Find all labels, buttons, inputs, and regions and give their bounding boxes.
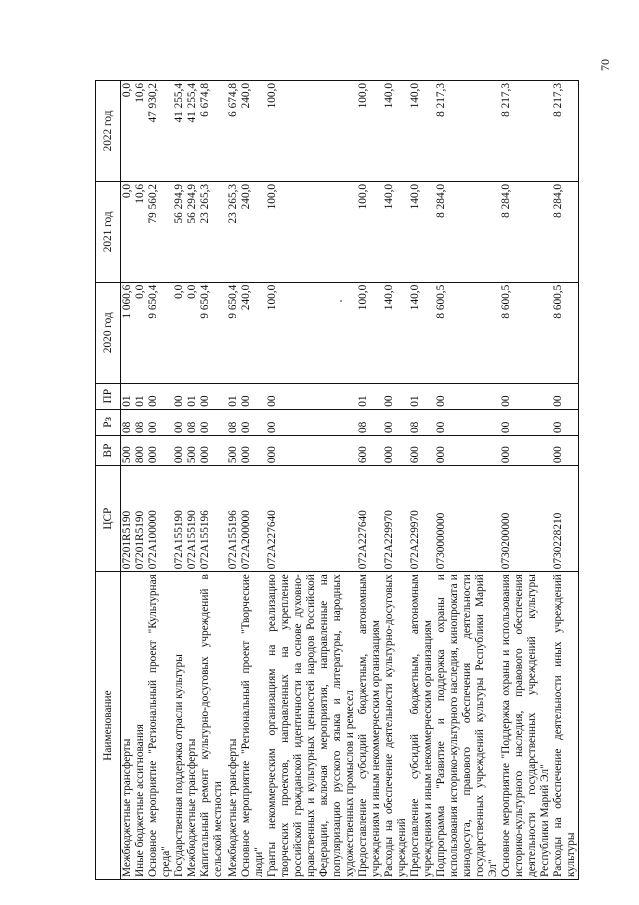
row-vr: 000: [147, 435, 173, 465]
row-2021: 100,0: [357, 181, 383, 282]
table-row: [552, 81, 579, 880]
row-2021: 140,0: [409, 181, 435, 282]
row-2021: 23 265,3: [199, 181, 225, 282]
row-name: Расходы на обеспечение деятельности иных учреждений культуры: [552, 572, 579, 880]
row-pr: 00: [147, 383, 173, 409]
row-pr: 00: [552, 383, 579, 409]
row-name: Межбюджетные трансферты: [186, 572, 199, 880]
row-rz: 00: [266, 409, 357, 435]
row-2022: 47 930,2: [147, 81, 173, 182]
table-row: [409, 81, 435, 880]
row-2022: 41 255,4: [173, 81, 186, 182]
header-csr: ЦСР: [96, 466, 121, 572]
row-2022: 0,0: [121, 81, 135, 182]
budget-table: [95, 80, 579, 880]
row-2022: 100,0: [266, 81, 357, 182]
header-rz: Рз: [96, 409, 121, 435]
row-pr: 01: [134, 383, 147, 409]
row-2020: 0,0: [134, 282, 147, 383]
row-2021: 8 284,0: [435, 181, 500, 282]
header-2021: 2021 год: [96, 181, 121, 282]
row-csr: 07201R5190: [134, 466, 147, 572]
row-rz: 00: [552, 409, 579, 435]
row-csr: 072A229970: [383, 466, 409, 572]
row-csr: 072A227640: [357, 466, 383, 572]
row-2022: 6 674,8: [199, 81, 225, 182]
header-pr: ПР: [96, 383, 121, 409]
row-rz: 00: [240, 409, 266, 435]
row-2020: 8 600,5: [435, 282, 500, 383]
table-row: [134, 81, 147, 880]
row-csr: 0730228210: [552, 466, 579, 572]
table-row: [199, 81, 225, 880]
row-vr: 600: [409, 435, 435, 465]
row-rz: 00: [500, 409, 552, 435]
row-pr: 00: [435, 383, 500, 409]
row-csr: 072A155196: [225, 466, 240, 572]
row-name: Основное мероприятие "Региональный проект "Культурная среда": [147, 572, 173, 880]
row-pr: 01: [357, 383, 383, 409]
row-name: Основное мероприятие "Поддержка охраны и использования историко-культурного наследия, правового обеспечения деятельности государственных учреждений культуры Республики Марий Эл": [500, 572, 552, 880]
table-row: [357, 81, 383, 880]
table-row: [121, 81, 135, 880]
row-2020: 140,0: [409, 282, 435, 383]
row-csr: 0730200000: [500, 466, 552, 572]
table-row: [383, 81, 409, 880]
row-2021: 79 560,2: [147, 181, 173, 282]
row-csr: 0730000000: [435, 466, 500, 572]
row-pr: 01: [409, 383, 435, 409]
row-2020: 9 650,4: [147, 282, 173, 383]
row-rz: 00: [435, 409, 500, 435]
row-pr: 00: [240, 383, 266, 409]
header-2022: 2022 год: [96, 81, 121, 182]
row-pr: 00: [266, 383, 357, 409]
table-row: [186, 81, 199, 880]
row-2020: 8 600,5: [500, 282, 552, 383]
row-2021: 100,0: [266, 181, 357, 282]
row-name: Предоставление субсидий бюджетным, автономным учреждениям и иным некоммерческим организациям: [357, 572, 383, 880]
table-row: [147, 81, 173, 880]
row-vr: 000: [435, 435, 500, 465]
row-csr: 072A200000: [240, 466, 266, 572]
row-rz: 08: [134, 409, 147, 435]
row-pr: 01: [186, 383, 199, 409]
row-vr: 000: [266, 435, 357, 465]
row-2022: 41 255,4: [186, 81, 199, 182]
header-2020: 2020 год: [96, 282, 121, 383]
row-2022: 8 217,3: [435, 81, 500, 182]
row-2021: 140,0: [383, 181, 409, 282]
row-rz: 00: [199, 409, 225, 435]
row-2022: 6 674,8: [225, 81, 240, 182]
row-rz: 08: [357, 409, 383, 435]
row-2020: 1 060,6: [121, 282, 135, 383]
row-name: Межбюджетные трансферты: [121, 572, 135, 880]
row-pr: 00: [173, 383, 186, 409]
row-2020: 9 650,4: [199, 282, 225, 383]
row-name: Расходы на обеспечение деятельности культурно-досуговых учреждений: [383, 572, 409, 880]
row-2021: 23 265,3: [225, 181, 240, 282]
row-pr: 01: [121, 383, 135, 409]
row-2021: 240,0: [240, 181, 266, 282]
row-2020: 140,0: [383, 282, 409, 383]
row-2021: 56 294,9: [173, 181, 186, 282]
row-2021: 56 294,9: [186, 181, 199, 282]
row-name: Предоставление субсидий бюджетным, автономным учреждениям и иным некоммерческим организациям: [409, 572, 435, 880]
row-csr: 072A229970: [409, 466, 435, 572]
row-2020: 0,0: [173, 282, 186, 383]
row-csr: 07201R5190: [121, 466, 135, 572]
row-vr: 000: [240, 435, 266, 465]
row-rz: 08: [186, 409, 199, 435]
row-vr: 000: [383, 435, 409, 465]
row-2021: 10,6: [134, 181, 147, 282]
row-2022: 140,0: [409, 81, 435, 182]
row-name: Основное мероприятие "Региональный проект "Творческие люди": [240, 572, 266, 880]
row-vr: 000: [500, 435, 552, 465]
row-vr: 500: [121, 435, 135, 465]
row-2021: 8 284,0: [500, 181, 552, 282]
row-2022: 140,0: [383, 81, 409, 182]
row-2020: 240,0: [240, 282, 266, 383]
row-2020: 8 600,5: [552, 282, 579, 383]
table-row: [240, 81, 266, 880]
row-2022: 240,0: [240, 81, 266, 182]
table-row: [225, 81, 240, 880]
row-rz: 00: [173, 409, 186, 435]
row-csr: 072A100000: [147, 466, 173, 572]
row-csr: 072A155190: [173, 466, 186, 572]
row-pr: 01: [225, 383, 240, 409]
row-rz: 08: [409, 409, 435, 435]
row-2020: 100,0: [266, 282, 357, 383]
row-2021: 8 284,0: [552, 181, 579, 282]
row-vr: 000: [173, 435, 186, 465]
row-csr: 072A155196: [199, 466, 225, 572]
row-name: Иные бюджетные ассигнования: [134, 572, 147, 880]
table-header-row: [96, 81, 121, 880]
table-row: [173, 81, 186, 880]
row-name: Гранты некоммерческим организациям на реализацию творческих проектов, направленных на укрепление российской гражданской идентичности на основе духовно-нравственных и культурных ценностей народов Российской Федерации, включая мероприятия, направленные на популяризацию русского языка и литературы, народных художественных промыслов и ремесел: [266, 572, 357, 880]
row-vr: 800: [134, 435, 147, 465]
row-pr: 00: [500, 383, 552, 409]
row-vr: 000: [552, 435, 579, 465]
row-rz: 08: [225, 409, 240, 435]
table-row: [500, 81, 552, 880]
table-row: [266, 81, 357, 880]
row-2020: 9 650,4: [225, 282, 240, 383]
table-row: [435, 81, 500, 880]
page-number: 70: [598, 59, 612, 71]
row-2022: 8 217,3: [500, 81, 552, 182]
row-pr: 00: [199, 383, 225, 409]
row-name: Подпрограмма "Развитие и поддержка охраны и использования историко-культурного наследия, кинопроката и кинодосуга, правового обеспечения деятельности государственных учреждений культуры Республики Марий Эл": [435, 572, 500, 880]
row-pr: 00: [383, 383, 409, 409]
row-vr: 600: [357, 435, 383, 465]
row-csr: 072A155190: [186, 466, 199, 572]
row-vr: 500: [186, 435, 199, 465]
header-name: Наименование: [96, 572, 121, 880]
row-2022: 100,0: [357, 81, 383, 182]
row-rz: 00: [147, 409, 173, 435]
row-csr: 072A227640: [266, 466, 357, 572]
row-2022: 10,6: [134, 81, 147, 182]
row-rz: 00: [383, 409, 409, 435]
row-vr: 000: [199, 435, 225, 465]
row-name: Капитальный ремонт культурно-досуговых учреждений в сельской местности: [199, 572, 225, 880]
row-2020: 0,0: [186, 282, 199, 383]
header-vr: ВР: [96, 435, 121, 465]
table-body: [121, 81, 579, 880]
row-2021: 0,0: [121, 181, 135, 282]
row-2020: 100,0: [357, 282, 383, 383]
row-name: Межбюджетные трансферты: [225, 572, 240, 880]
row-name: Государственная поддержка отрасли культуры: [173, 572, 186, 880]
row-rz: 08: [121, 409, 135, 435]
rotated-page-content: [95, 80, 600, 880]
row-vr: 500: [225, 435, 240, 465]
row-2022: 8 217,3: [552, 81, 579, 182]
